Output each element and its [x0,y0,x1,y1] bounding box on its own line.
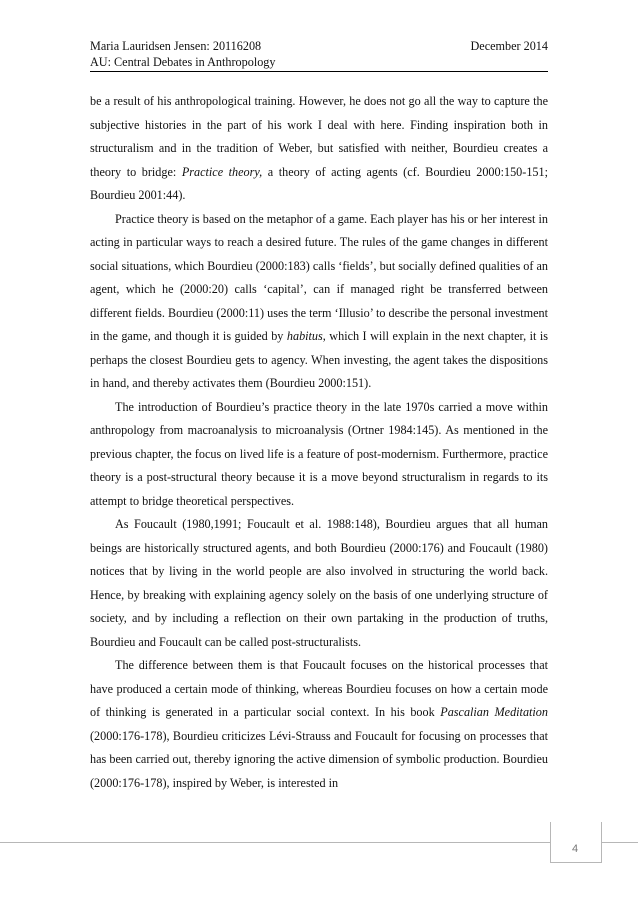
body-text [90,90,548,795]
paragraph-2 [90,208,548,396]
page-number: 4 [571,843,579,855]
paragraph-5-text-b: (2000:176-178), Bourdieu criticizes Lévi-Strauss and Foucault for focusing on processes that has been carried out, thereby ignoring the active dimension of symbolic production. Bourdieu (2000:176-178), inspired by Weber, is interested in [90,728,548,790]
header-author: Maria Lauridsen Jensen: 20116208 [90,39,262,53]
paragraph-5-emphasis: Pascalian Meditation [440,705,548,719]
paragraph-1 [90,90,548,208]
header-date: December 2014 [470,39,548,53]
paragraph-5 [90,654,548,795]
paragraph-1-text-a: be a result of his anthropological training. However, he does not go all the way to capture the subjective histories in the part of his work I deal with here. Finding inspiration both in structuralism and in the tradition of Weber, but satisfied with neither, Bourdieu creates a theory to bridge: [90,94,548,179]
paragraph-2-emphasis: habitus [286,329,323,343]
paragraph-5-text-a: The difference between them is that Foucault focuses on the historical processes that have produced a certain mode of thinking, whereas Bourdieu focuses on how a certain mode of thinking is generated in a particular social context. In his book [90,658,548,719]
paragraph-1-emphasis: Practice theory, [181,164,263,179]
header-rule [90,71,548,72]
paragraph-4: As Foucault (1980,1991; Foucault et al. 1988:148), Bourdieu argues that all human beings are historically structured agents, and both Bourdieu (2000:176) and Foucault (1980) notices that by living in the world people are also involved in structuring the world back. Hence, by breaking with explaining agency solely on the basis of one underlying structure of society, and by including a reflection on their own partaking in the production of truths, Bourdieu and Foucault can be called post-structuralists. [90,517,548,649]
paragraph-1-text-b: a theory of acting agents (cf. Bourdieu 2000:150-151; Bourdieu 2001:44). [90,164,548,202]
paragraph-3: The introduction of Bourdieu’s practice theory in the late 1970s carried a move within anthropology from macroanalysis to microanalysis (Ortner 1984:145). As mentioned in the previous chapter, the focus on lived life is a feature of post-modernism. Furthermore, practice theory is a post-structural theory because it is a move beyond structuralism in regards to its attempt to bridge theoretical perspectives. [90,399,548,508]
paragraph-2-text-a: Practice theory is based on the metaphor of a game. Each player has his or her interest in acting in particular ways to reach a desired future. The rules of the game changes in different social situations, which Bourdieu (2000:183) calls ‘fields’, but socially defined qualities of an agent, which he (2000:20) calls ‘capital’, can if managed right be transferred between different fields. Bourdieu (2000:11) uses the term ‘Illusio’ to describe the personal investment in the game, and though it is guided by [90,211,548,343]
page-header [90,38,548,70]
footer-rule [0,842,638,843]
paragraph-2-text-b: , which I will explain in the next chapter, it is perhaps the closest Bourdieu gets to agency. When investing, the agent takes the dispositions in hand, and thereby activates them (Bourdieu 2000:151). [90,329,548,390]
header-course: AU: Central Debates in Anthropology [90,55,276,69]
